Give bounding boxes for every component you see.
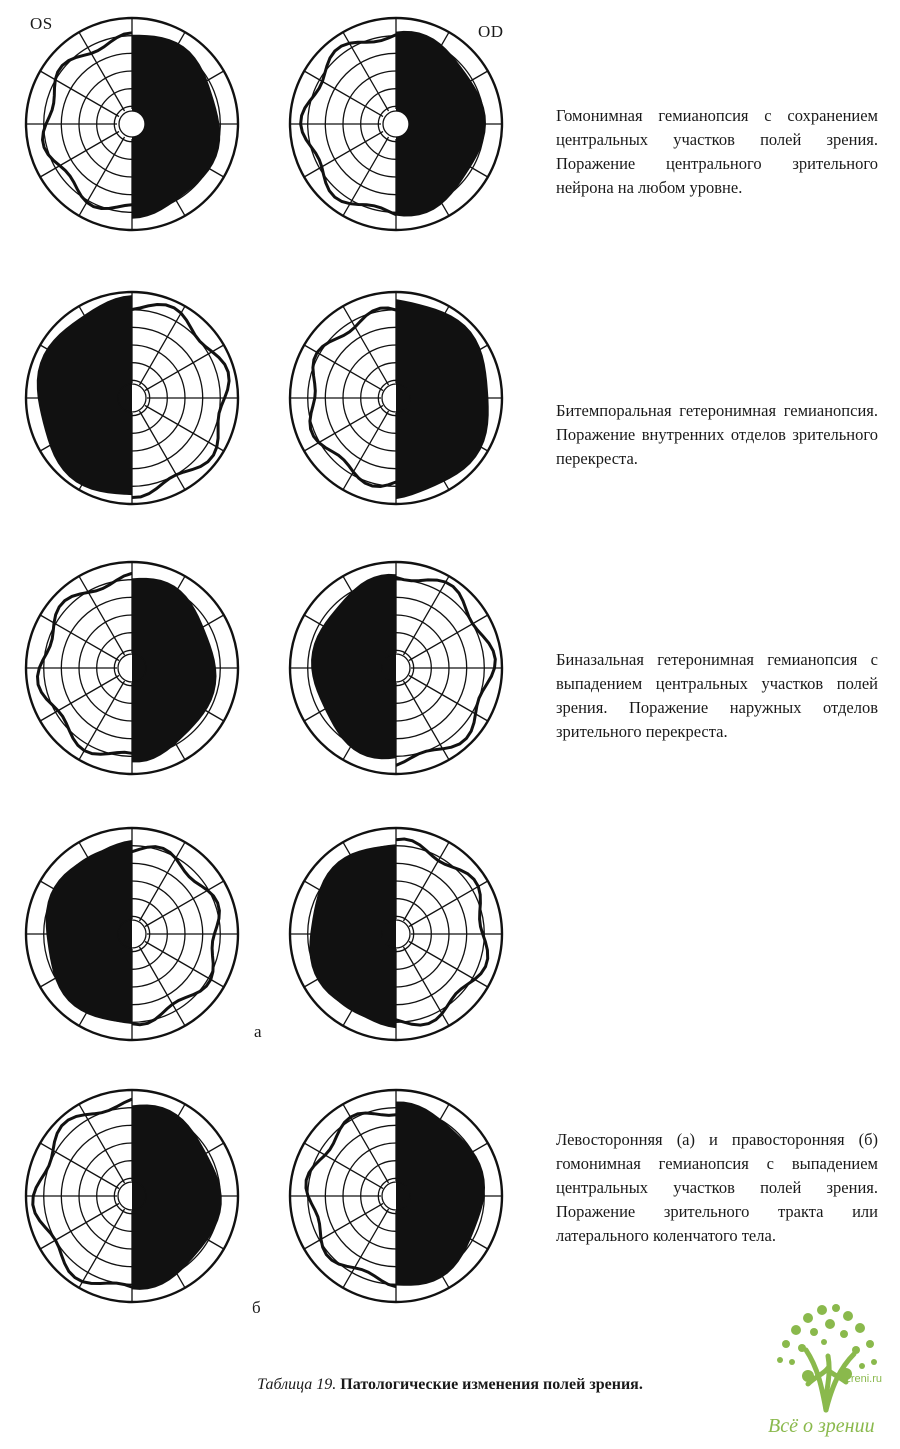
label-b: б — [252, 1298, 261, 1317]
scotoma-area — [309, 842, 396, 1028]
description-2: Битемпоральная гетеронимная гемианопсия. Поражение внутренних отделов зрительного перекреста. — [556, 401, 878, 468]
logo-site: zreni.ru — [845, 1373, 882, 1385]
scotoma-area — [132, 576, 217, 762]
visual-field-od-4 — [284, 820, 508, 1048]
visual-field-os-3 — [20, 554, 244, 782]
visual-field-od-1 — [284, 10, 508, 238]
description-3: Биназальная гетеронимная гемианопсия с выпадением центральных участков полей зрения. Поражение наружных отделов зрительного перекреста. — [556, 650, 878, 741]
visual-field-od-5 — [284, 1082, 508, 1310]
caption-title: Патологические изменения полей зрения. — [340, 1376, 643, 1393]
visual-field-os-1 — [20, 10, 244, 238]
label-a: а — [254, 1022, 262, 1041]
scotoma-area — [311, 574, 396, 760]
field-boundary-line — [310, 308, 396, 487]
caption-table-label: Таблица 19. — [257, 1376, 337, 1393]
visual-field-od-3 — [284, 554, 508, 782]
od-label: OD — [478, 22, 504, 41]
visual-field-os-5 — [20, 1082, 244, 1310]
central-spared-area — [119, 111, 145, 137]
field-boundary-line — [301, 35, 396, 215]
description-4: Левосторонняя (а) и правосторонняя (б) гомонимная гемианопсия с выпадением центральных участков полей зрения. Поражение зрительного тракта или латерального коленчатого тела. — [556, 1130, 878, 1245]
field-boundary-line — [43, 33, 133, 209]
logo-name: Всё о зрении — [768, 1415, 875, 1437]
field-boundary-line — [132, 847, 219, 1025]
visual-field-os-4 — [20, 820, 244, 1048]
scotoma-area — [46, 840, 132, 1026]
description-1: Гомонимная гемианопсия с сохранением центральных участков полей зрения. Поражение центрального зрительного нейрона на любом уровне. — [556, 106, 878, 197]
visual-field-os-2 — [20, 284, 244, 512]
field-boundary-line — [132, 305, 229, 498]
central-spared-area — [383, 111, 409, 137]
visual-field-od-2 — [284, 284, 508, 512]
os-label: OS — [30, 14, 53, 33]
